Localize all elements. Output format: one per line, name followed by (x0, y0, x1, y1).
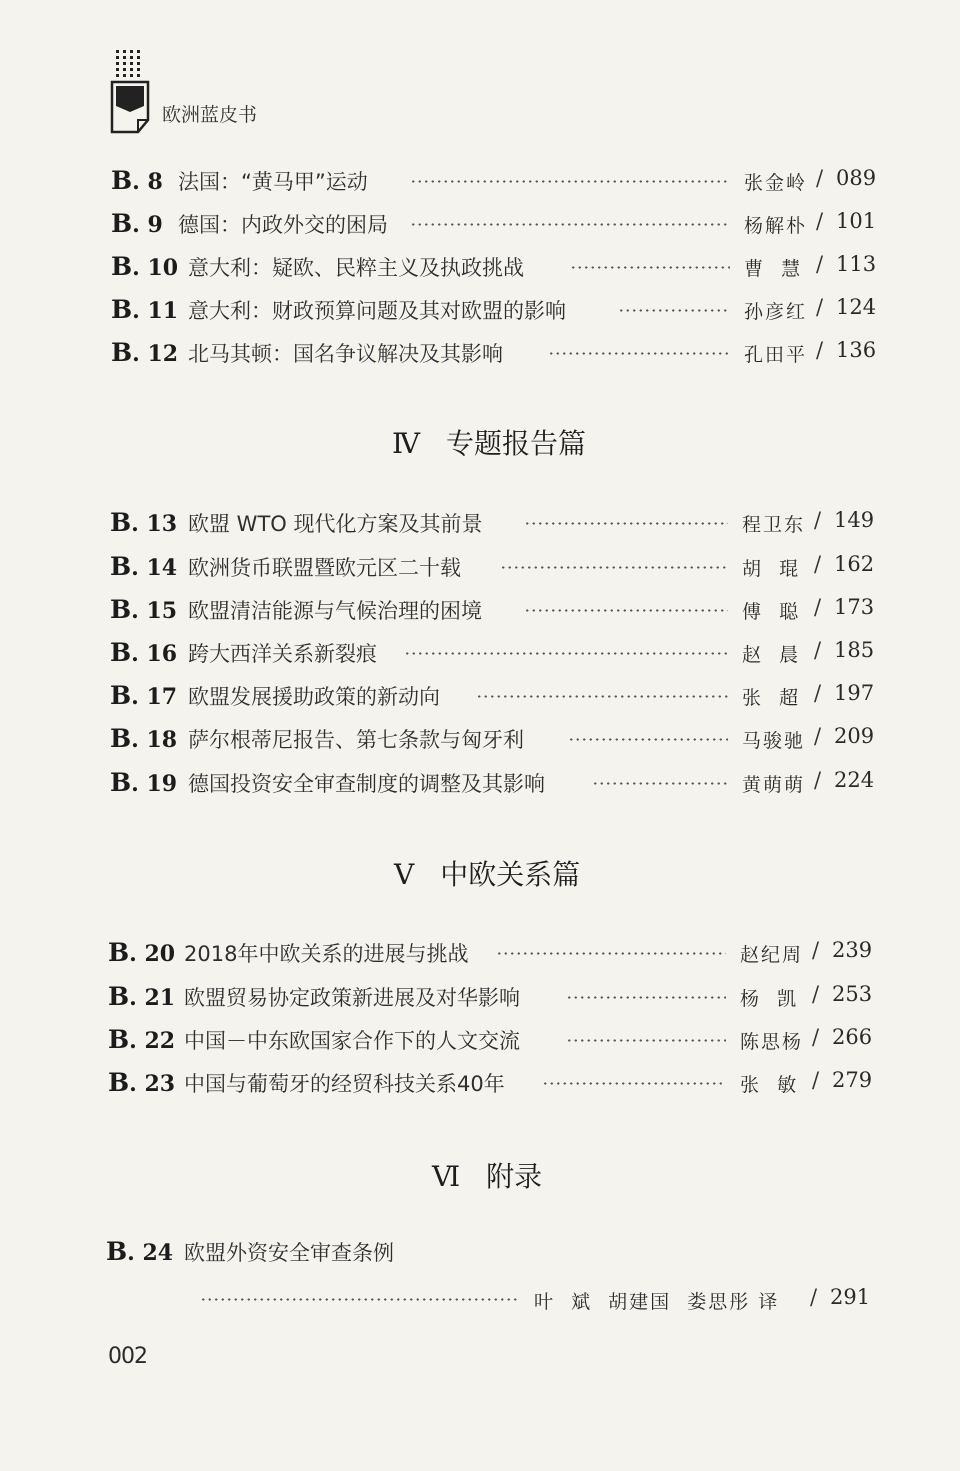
entry-author: 曹 慧 (744, 258, 803, 280)
entry-code: B. 23 (108, 1068, 176, 1097)
entry-page: 162 (834, 552, 875, 576)
entry-author: 马骏驰 (742, 730, 806, 752)
entry-code: B. 22 (108, 1025, 176, 1054)
toc-entry-b17[interactable] (0, 681, 960, 715)
separator-slash: / (814, 508, 822, 532)
entry-page: 253 (832, 982, 873, 1006)
entry-author: 黄萌萌 (742, 774, 806, 796)
entry-title: 中国与葡萄牙的经贸科技关系40年 (184, 1072, 505, 1096)
separator-slash: / (810, 1285, 818, 1309)
entry-code: B. 20 (108, 938, 176, 967)
entry-page: 173 (834, 595, 875, 619)
section-heading-6 (432, 1155, 542, 1195)
separator-slash: / (816, 252, 824, 276)
entry-title: 欧盟外资安全审查条例 (184, 1241, 394, 1265)
entry-title: 法国：“黄马甲”运动 (178, 170, 368, 194)
separator-slash: / (814, 638, 822, 662)
entry-page: 291 (830, 1285, 871, 1309)
section-numeral: Ⅴ (394, 858, 415, 891)
dot-leader (410, 180, 730, 183)
section-numeral: Ⅳ (392, 427, 420, 460)
separator-slash: / (814, 681, 822, 705)
entry-title: 跨大西洋关系新裂痕 (188, 642, 377, 666)
dot-leader (618, 309, 730, 312)
entry-code: B. 10 (111, 252, 179, 281)
separator-slash: / (814, 724, 822, 748)
entry-page: 136 (836, 338, 877, 362)
toc-entry-b15[interactable] (0, 595, 960, 629)
toc-entry-b19[interactable] (0, 768, 960, 802)
toc-entry-b20[interactable] (0, 938, 960, 972)
entry-page: 113 (836, 252, 877, 276)
entry-title: 中国－中东欧国家合作下的人文交流 (184, 1029, 520, 1053)
entry-page: 185 (834, 638, 875, 662)
entry-title: 2018年中欧关系的进展与挑战 (184, 942, 469, 966)
entry-code: B. 18 (110, 724, 178, 753)
separator-slash: / (812, 982, 820, 1006)
toc-entry-b24[interactable] (0, 1237, 960, 1317)
entry-author: 赵纪周 (740, 944, 804, 966)
dot-leader (570, 266, 730, 269)
toc-entry-b9[interactable] (0, 209, 960, 243)
entry-page: 101 (836, 209, 877, 233)
entry-code: B. 9 (111, 209, 163, 238)
entry-title: 欧盟贸易协定政策新进展及对华影响 (184, 986, 520, 1010)
entry-code: B. 14 (110, 552, 178, 581)
entry-page: 266 (832, 1025, 873, 1049)
entry-author: 傅 聪 (742, 601, 801, 623)
entry-author: 张 超 (742, 687, 801, 709)
separator-slash: / (812, 938, 820, 962)
section-numeral: Ⅵ (432, 1160, 461, 1193)
separator-slash: / (816, 166, 824, 190)
separator-slash: / (814, 595, 822, 619)
separator-slash: / (814, 552, 822, 576)
entry-author: 杨 凯 (740, 988, 799, 1010)
entry-title: 意大利：财政预算问题及其对欧盟的影响 (188, 299, 566, 323)
entry-title: 欧盟发展援助政策的新动向 (188, 685, 440, 709)
dot-leader (410, 223, 730, 226)
toc-entry-b23[interactable] (0, 1068, 960, 1102)
entry-title: 德国投资安全审查制度的调整及其影响 (188, 772, 545, 796)
separator-slash: / (816, 209, 824, 233)
toc-entry-b22[interactable] (0, 1025, 960, 1059)
page-number: 002 (108, 1344, 147, 1369)
section-heading-4 (392, 422, 586, 462)
section-title: 中欧关系篇 (440, 858, 581, 891)
series-title: 欧洲蓝皮书 (162, 104, 258, 126)
entry-code: B. 17 (110, 681, 178, 710)
toc-entry-b16[interactable] (0, 638, 960, 672)
entry-code: B. 16 (110, 638, 178, 667)
toc-entry-b21[interactable] (0, 982, 960, 1016)
entry-page: 197 (834, 681, 875, 705)
toc-entry-b18[interactable] (0, 724, 960, 758)
separator-slash: / (816, 295, 824, 319)
dot-leader (524, 609, 728, 612)
entry-author: 孙彦红 (744, 301, 808, 323)
entry-page: 209 (834, 724, 875, 748)
toc-entry-b14[interactable] (0, 552, 960, 586)
entry-title: 意大利：疑欧、民粹主义及执政挑战 (188, 256, 524, 280)
entry-author: 赵 晨 (742, 644, 801, 666)
entry-page: 089 (836, 166, 877, 190)
dot-leader (548, 352, 730, 355)
dot-leader (200, 1298, 520, 1301)
entry-author: 张金岭 (744, 172, 808, 194)
toc-entry-b12[interactable] (0, 338, 960, 372)
entry-code: B. 8 (111, 166, 163, 195)
dot-leader (496, 952, 726, 955)
entry-author: 孔田平 (744, 344, 808, 366)
dot-leader (524, 522, 728, 525)
separator-slash: / (816, 338, 824, 362)
entry-title: 欧盟清洁能源与气候治理的困境 (188, 599, 482, 623)
section-title: 附录 (486, 1160, 543, 1193)
dot-leader (404, 652, 728, 655)
entry-page: 224 (834, 768, 875, 792)
dot-leader (500, 566, 728, 569)
entry-page: 149 (834, 508, 875, 532)
toc-entry-b8[interactable] (0, 166, 960, 200)
entry-page: 124 (836, 295, 877, 319)
toc-entry-b11[interactable] (0, 295, 960, 329)
entry-author: 胡 琨 (742, 558, 801, 580)
entry-title: 德国：内政外交的困局 (178, 213, 388, 237)
entry-code: B. 13 (110, 508, 178, 537)
entry-title: 欧洲货币联盟暨欧元区二十载 (188, 556, 461, 580)
section-title: 专题报告篇 (445, 427, 586, 460)
entry-author: 陈思杨 (740, 1031, 804, 1053)
separator-slash: / (812, 1025, 820, 1049)
dot-leader (568, 738, 728, 741)
toc-entry-b10[interactable] (0, 252, 960, 286)
separator-slash: / (814, 768, 822, 792)
entry-code: B. 15 (110, 595, 178, 624)
entry-author: 叶 斌 胡建国 娄思彤 译 (534, 1291, 780, 1313)
entry-code: B. 12 (111, 338, 179, 367)
entry-page: 239 (832, 938, 873, 962)
dot-leader (566, 1039, 726, 1042)
toc-entry-b13[interactable] (0, 508, 960, 542)
entry-code: B. 11 (111, 295, 179, 324)
entry-title: 萨尔根蒂尼报告、第七条款与匈牙利 (188, 728, 524, 752)
dot-leader (476, 695, 728, 698)
section-heading-5 (394, 853, 580, 893)
dot-leader (542, 1082, 726, 1085)
entry-author: 张 敏 (740, 1074, 799, 1096)
dot-leader (592, 782, 728, 785)
entry-code: B. 21 (108, 982, 176, 1011)
dot-leader (566, 996, 726, 999)
entry-author: 程卫东 (742, 514, 806, 536)
entry-title: 欧盟 WTO 现代化方案及其前景 (188, 512, 483, 536)
entry-page: 279 (832, 1068, 873, 1092)
entry-title: 北马其顿：国名争议解决及其影响 (188, 342, 503, 366)
book-series-logo-icon (110, 50, 150, 134)
separator-slash: / (812, 1068, 820, 1092)
entry-author: 杨解朴 (744, 215, 808, 237)
entry-code: B. 24 (106, 1237, 174, 1266)
entry-code: B. 19 (110, 768, 178, 797)
